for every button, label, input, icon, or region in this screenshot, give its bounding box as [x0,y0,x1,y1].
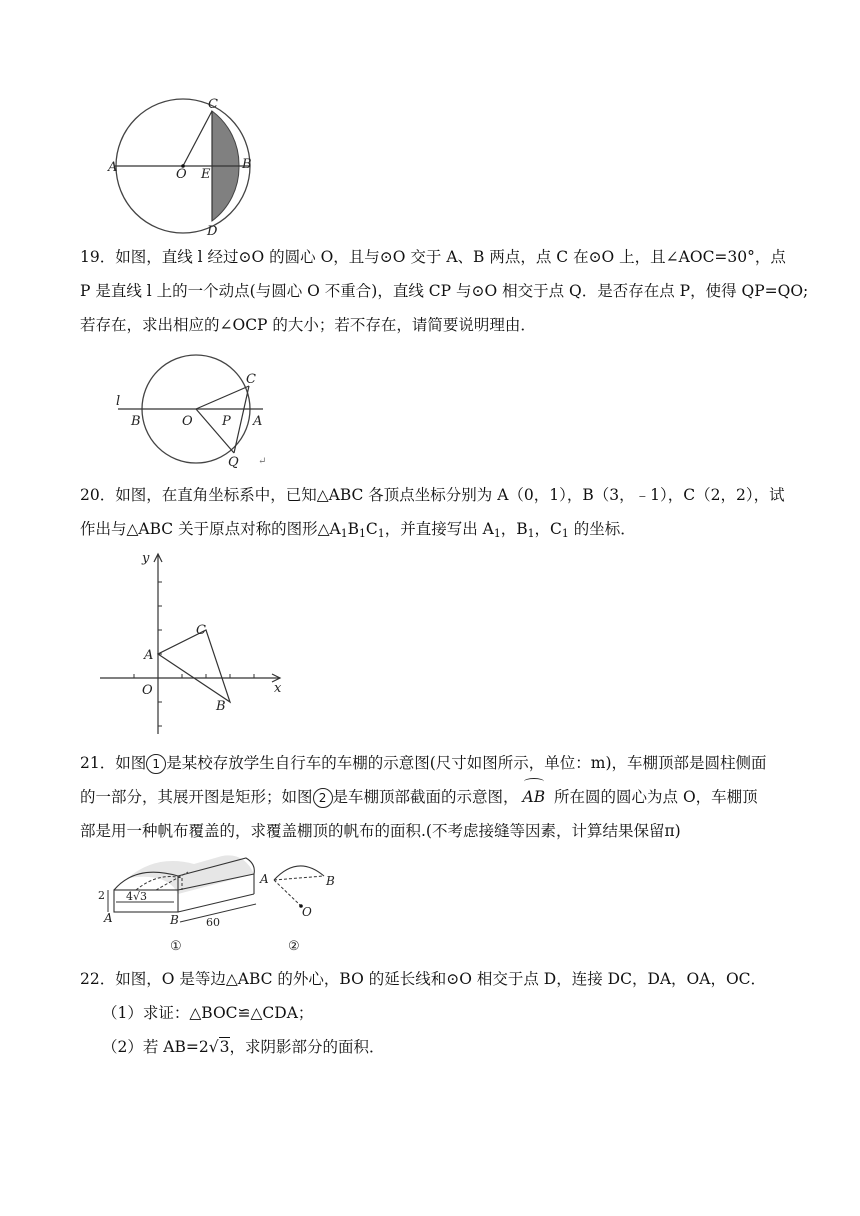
question-20 [80,478,785,551]
fig19-label-p: P [222,414,231,429]
fig21-label-a: A [104,911,113,925]
fig20-label-x: x [274,681,282,696]
fig20-label-y: y [142,551,150,566]
figure-q20-coordinate [98,548,288,738]
q19-line-2: P 是直线 l 上的一个动点(与圆心 O 不重合)，直线 CP 与⊙O 相交于点 Q．是否存在点 P，使得 QP=QO; [80,282,809,300]
figure-q21-shed [96,850,356,956]
fig20-label-a: A [144,648,154,663]
fig20-label-o: O [142,683,153,698]
fig21-label-b2: B [326,874,335,888]
q21-line-2: 的一部分，其展开图是矩形；如图 2 是车棚顶部截面的示意图， AB 所在圆的圆心为点 O，车棚顶 [80,780,780,814]
q22-line-1: 22．如图，O 是等边△ABC 的外心，BO 的延长线和⊙O 相交于点 D，连接 DC，DA，OA，OC． [80,970,767,988]
fig21-caption-2: ② [288,939,300,954]
fig20-label-c: C [196,623,206,638]
figure-q18-circle [100,96,270,242]
fig18-label-c: C [208,97,218,112]
arc-ab-symbol: AB [523,780,546,814]
q20-line-1: 20．如图，在直角坐标系中，已知△ABC 各顶点坐标分别为 A（0，1），B（3，﹣1），C（2，2），试 [80,486,785,504]
fig19-label-q: Q [228,455,239,470]
question-21 [80,746,780,848]
fig19-label-a: A [253,414,263,429]
q22-part-1: （1）求证：△BOC≌△CDA； [102,1004,314,1022]
q19-line-1: 19．如图，直线 l 经过⊙O 的圆心 O，且与⊙O 交于 A、B 两点，点 C 在⊙O 上，且∠AOC=30°，点 [80,248,786,266]
question-22 [80,962,780,1064]
fig19-label-o: O [182,414,193,429]
figure-q19-circle [108,350,278,470]
fig19-return-mark: ↵ [258,456,267,467]
fig19-label-l: l [116,394,121,409]
figure-ref-2: 2 [313,788,333,808]
fig18-label-e: E [201,167,211,182]
q20-line-2: 作出与△ABC 关于原点对称的图形$\triangle A_1B_1C_1$，并直接写出 $A_1$，$B_1$，$C_1$ 的坐标． [80,520,636,540]
fig21-label-o: O [302,905,312,919]
q22-part-2: （2）若 AB=2√3，求阴影部分的面积． [102,1038,385,1056]
fig20-label-b: B [216,699,226,714]
question-19 [80,240,809,342]
fig18-label-a: A [108,160,118,175]
fig18-label-o: O [176,167,187,182]
figure-ref-1: 1 [146,754,166,774]
fig19-label-b: B [131,414,141,429]
q21-line-3: 部是用一种帆布覆盖的，求覆盖棚顶的帆布的面积.(不考虑接缝等因素，计算结果保留π) [80,822,681,840]
q21-line-1: 21．如图 1 是某校存放学生自行车的车棚的示意图(尺寸如图所示，单位：m)，车棚顶部是圆柱侧面 [80,754,767,772]
fig21-label-b: B [170,913,179,927]
fig18-label-d: D [207,224,218,239]
fig21-caption-1: ① [170,939,182,954]
fig19-label-c: C [246,372,256,387]
fig21-label-2: 2 [98,889,105,902]
fig21-label-a2: A [260,872,269,886]
q19-line-3: 若存在，求出相应的∠OCP 的大小；若不存在，请简要说明理由． [80,316,536,334]
fig21-label-60: 60 [206,916,220,929]
fig21-label-4root3: 4√3 [126,890,148,903]
fig18-label-b: B [242,157,252,172]
